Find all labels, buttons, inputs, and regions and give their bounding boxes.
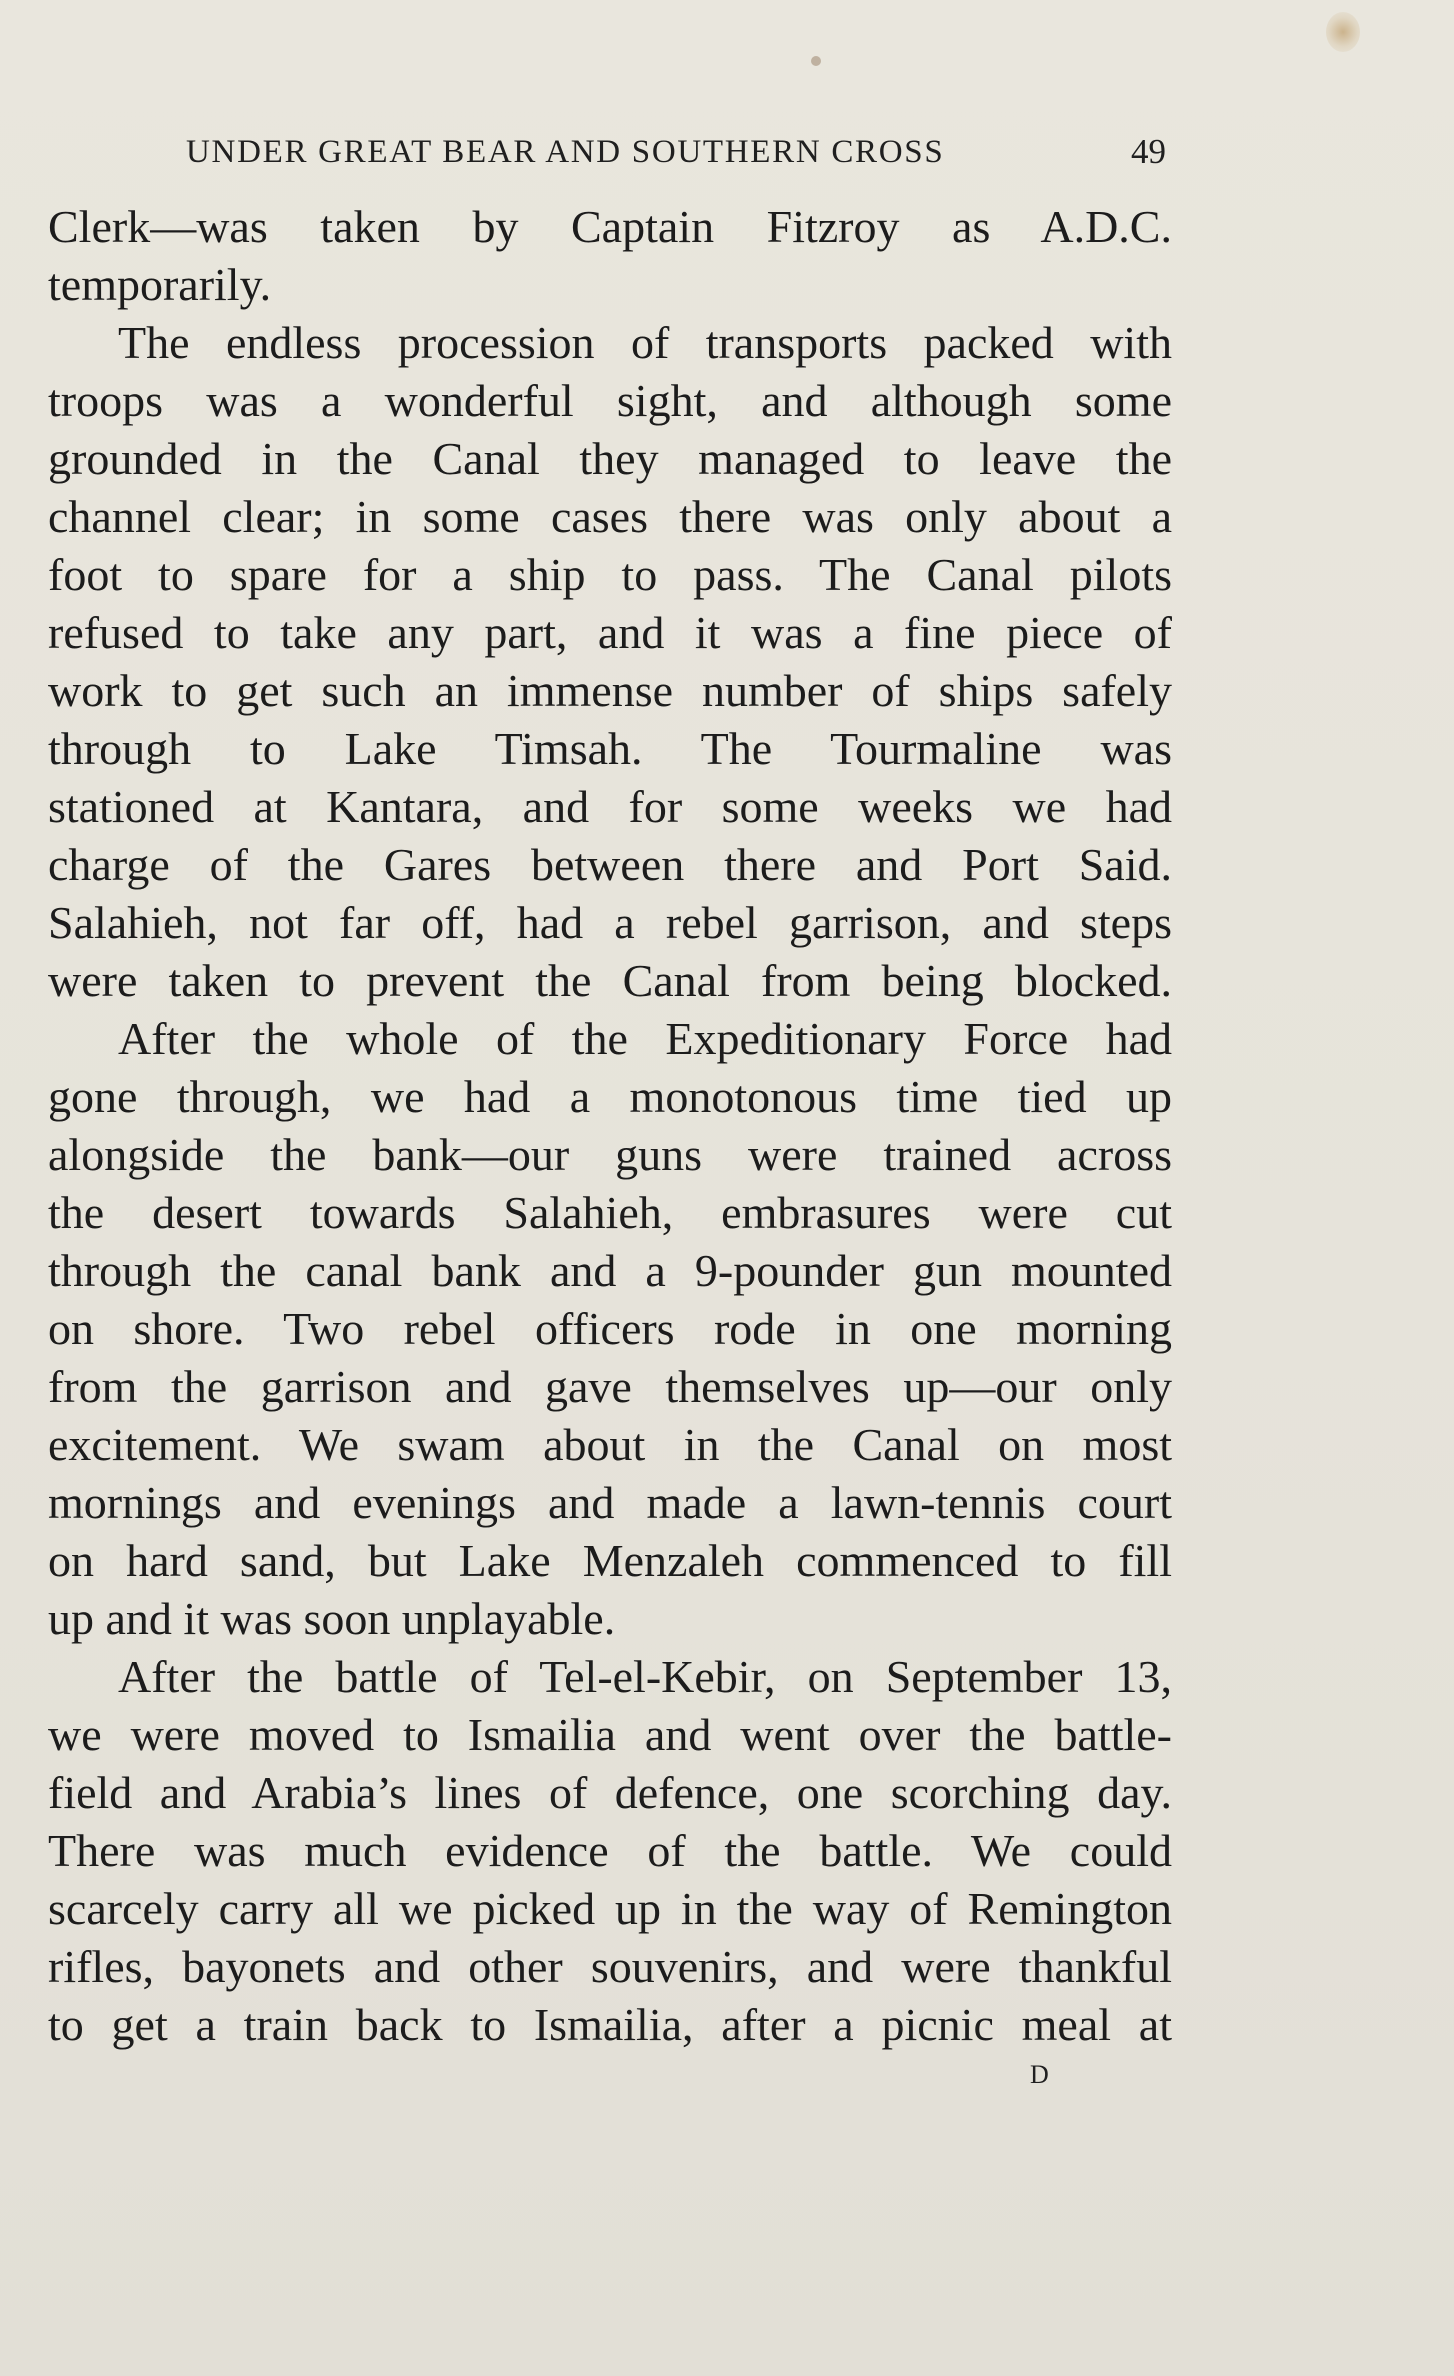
text-line: troops was a wonderful sight, and although some xyxy=(48,375,1172,426)
text-line: we were moved to Ismailia and went over the battle- xyxy=(48,1709,1172,1760)
text-line: rifles, bayonets and other souvenirs, and were thankful xyxy=(48,1941,1172,1992)
text-line: alongside the bank—our guns were trained across xyxy=(48,1129,1172,1180)
paper-speck xyxy=(811,56,821,66)
paper-stain xyxy=(1326,12,1360,52)
signature-mark: D xyxy=(1030,2060,1050,2089)
text-line: Clerk—was taken by Captain Fitzroy as A.D.C. xyxy=(48,201,1172,252)
text-line: stationed at Kantara, and for some weeks we had xyxy=(48,781,1172,832)
text-line: mornings and evenings and made a lawn-tennis court xyxy=(48,1477,1172,1528)
text-line: channel clear; in some cases there was only about a xyxy=(48,491,1172,542)
text-line: through to Lake Timsah. The Tourmaline was xyxy=(48,723,1172,774)
text-line: foot to spare for a ship to pass. The Canal pilots xyxy=(48,549,1172,600)
text-line: were taken to prevent the Canal from being blocked. xyxy=(48,955,1172,1006)
page-header xyxy=(186,128,1188,176)
page-number: 49 xyxy=(1131,132,1166,171)
text-line: through the canal bank and a 9-pounder gun mounted xyxy=(48,1245,1172,1296)
text-line: work to get such an immense number of ships safely xyxy=(48,665,1172,716)
text-line: up and it was soon unplayable. xyxy=(48,1593,616,1644)
text-line: on shore. Two rebel officers rode in one morning xyxy=(48,1303,1172,1354)
text-line: temporarily. xyxy=(48,259,272,310)
text-line: charge of the Gares between there and Port Said. xyxy=(48,839,1172,890)
text-line: After the whole of the Expeditionary Force had xyxy=(118,1013,1172,1064)
text-line: to get a train back to Ismailia, after a picnic meal at xyxy=(48,1999,1172,2050)
text-line: gone through, we had a monotonous time tied up xyxy=(48,1071,1172,1122)
text-line: There was much evidence of the battle. We could xyxy=(48,1825,1172,1876)
text-line: from the garrison and gave themselves up—our only xyxy=(48,1361,1172,1412)
text-line: excitement. We swam about in the Canal on most xyxy=(48,1419,1172,1470)
text-line: After the battle of Tel-el-Kebir, on September 13, xyxy=(118,1651,1172,1702)
text-line: on hard sand, but Lake Menzaleh commenced to fill xyxy=(48,1535,1172,1586)
text-line: scarcely carry all we picked up in the way of Remington xyxy=(48,1883,1172,1934)
text-line: The endless procession of transports packed with xyxy=(118,317,1172,368)
text-line: refused to take any part, and it was a fine piece of xyxy=(48,607,1172,658)
text-line: the desert towards Salahieh, embrasures were cut xyxy=(48,1187,1172,1238)
text-line: field and Arabia’s lines of defence, one scorching day. xyxy=(48,1767,1172,1818)
text-line: Salahieh, not far off, had a rebel garrison, and steps xyxy=(48,897,1172,948)
running-head: UNDER GREAT BEAR AND SOUTHERN CROSS xyxy=(186,134,945,170)
body-text xyxy=(48,198,1172,2054)
text-line: grounded in the Canal they managed to leave the xyxy=(48,433,1172,484)
